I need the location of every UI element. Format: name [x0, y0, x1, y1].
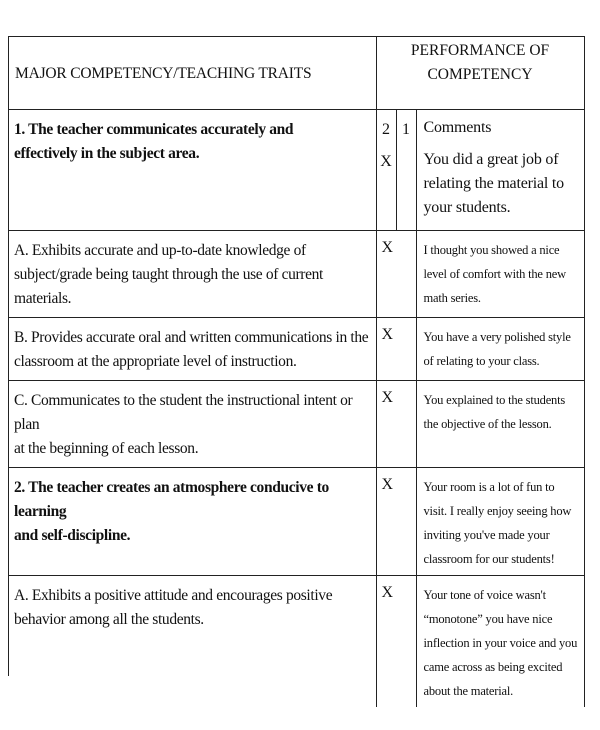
rating-mark: X	[381, 389, 394, 406]
table-row	[8, 318, 584, 381]
comment-line: Your room is a lot of fun to	[423, 480, 555, 494]
comment-line: “monotone” you have nice	[423, 612, 553, 626]
criterion-line: at the beginning of each lesson.	[14, 440, 199, 457]
evaluation-form	[8, 36, 584, 707]
comment-line: inflection in your voice and you	[423, 636, 578, 650]
section-1-heading-line2: effectively in the subject area.	[14, 145, 200, 162]
criteria-header: MAJOR COMPETENCY/TEACHING TRAITS	[8, 37, 376, 110]
criterion-1c	[8, 381, 376, 468]
table-row	[8, 576, 584, 708]
criterion-line: subject/grade being taught through the use of current materials.	[14, 266, 324, 307]
rating-mark: X	[381, 239, 394, 256]
comment-line: Your tone of voice wasn't	[423, 588, 546, 602]
criterion-line: A. Exhibits a positive attitude and encourages positive	[14, 587, 333, 604]
rating-2-label: 2	[382, 121, 390, 138]
criterion-line: behavior among all the students.	[14, 611, 204, 628]
criterion-1b	[8, 318, 376, 381]
comment-line: inviting you've made your	[423, 528, 550, 542]
table-row	[8, 110, 584, 231]
comment-line: You did a great job of	[423, 151, 559, 168]
criterion-line: classroom at the appropriate level of instruction.	[14, 353, 297, 370]
rating-cell	[376, 576, 416, 708]
table-row	[8, 231, 584, 318]
rating-column-1	[396, 110, 416, 231]
section-2-heading-line1: 2. The teacher creates an atmosphere conducive to learning	[14, 479, 329, 520]
rating-cell	[376, 381, 416, 468]
comment-line: level of comfort with the new	[423, 267, 566, 281]
comment-line: the objective of the lesson.	[423, 417, 552, 431]
criterion-line: C. Communicates to the student the instructional intent or plan	[14, 392, 353, 433]
comment-cell	[416, 576, 584, 708]
section-1-heading-line1: 1. The teacher communicates accurately and	[14, 121, 294, 138]
comment-line: your students.	[423, 199, 511, 216]
comment-cell	[416, 468, 584, 576]
comment-line: I thought you showed a nice	[423, 243, 560, 257]
rating-cell	[376, 318, 416, 381]
comment-line: about the material.	[423, 684, 514, 698]
comment-cell	[416, 231, 584, 318]
criterion-1a	[8, 231, 376, 318]
rating-mark: X	[381, 584, 394, 601]
comment-line: came across as being excited	[423, 660, 563, 674]
table-row	[8, 468, 584, 576]
comment-line: visit. I really enjoy seeing how	[423, 504, 572, 518]
rating-1-label: 1	[402, 121, 410, 138]
comments-label: Comments	[423, 119, 492, 136]
comment-line: You explained to the students	[423, 393, 566, 407]
criterion-2a	[8, 576, 376, 708]
table-row	[8, 381, 584, 468]
comment-cell	[416, 381, 584, 468]
comment-line: math series.	[423, 291, 481, 305]
criterion-line: A. Exhibits accurate and up-to-date knowledge of	[14, 242, 306, 259]
rating-mark: X	[381, 476, 394, 493]
table-header-row	[8, 37, 584, 110]
rating-mark: X	[380, 153, 392, 170]
rating-cell	[376, 468, 416, 576]
section-2-heading-line2: and self-discipline.	[14, 527, 131, 544]
competency-table	[8, 36, 585, 707]
comment-line: classroom for our students!	[423, 552, 555, 566]
comment-line: You have a very polished style	[423, 330, 571, 344]
rating-cell	[376, 231, 416, 318]
comment-line: of relating to your class.	[423, 354, 540, 368]
section-2-heading	[8, 468, 376, 576]
comment-cell	[416, 318, 584, 381]
rating-column-2	[376, 110, 396, 231]
section-1-comment	[416, 110, 584, 231]
section-1-heading	[8, 110, 376, 231]
comment-line: relating the material to	[423, 175, 564, 192]
performance-header-line2: COMPETENCY	[427, 66, 533, 83]
rating-mark: X	[381, 326, 394, 343]
performance-header	[376, 37, 584, 110]
criterion-line: B. Provides accurate oral and written communications in the	[14, 329, 369, 346]
performance-header-line1: PERFORMANCE OF	[410, 42, 550, 59]
